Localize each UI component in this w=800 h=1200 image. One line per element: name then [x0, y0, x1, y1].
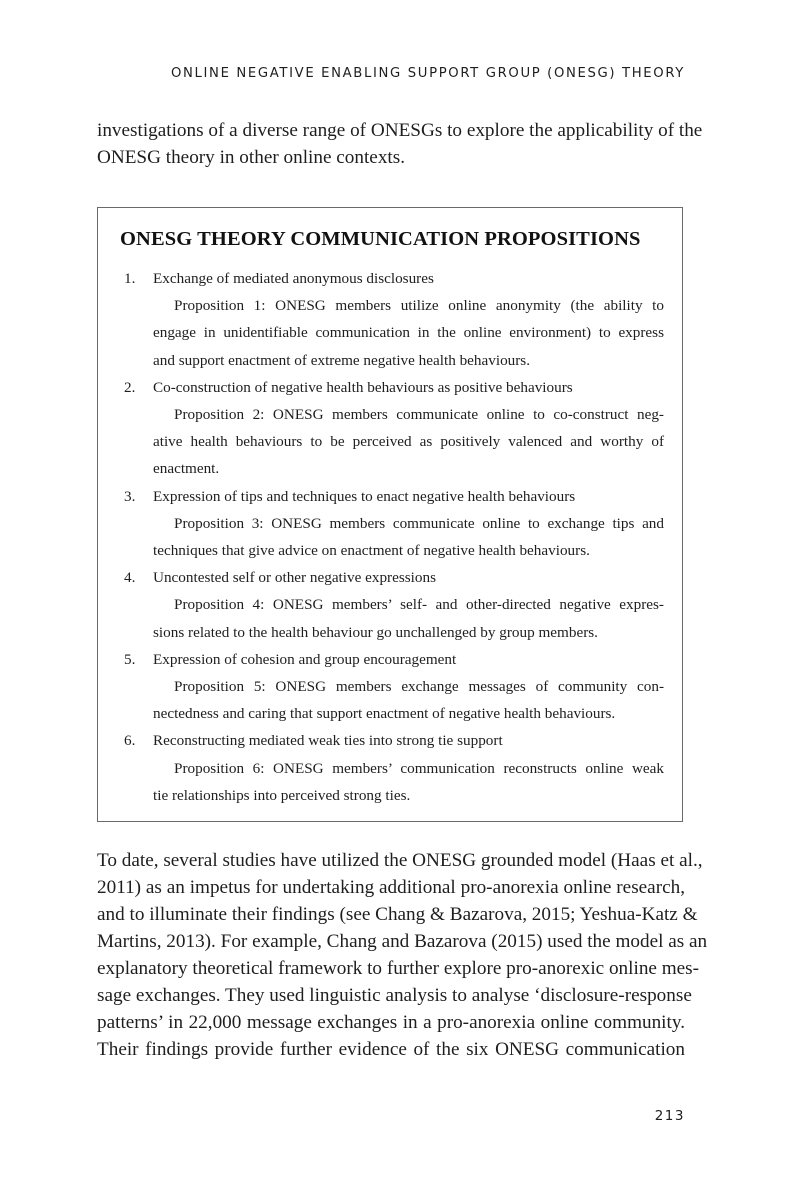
page-number: 213: [654, 1108, 685, 1124]
proposition-item: [124, 483, 664, 565]
text-line: techniques that give advice on enactment of negative health behaviours.: [153, 542, 590, 560]
text-line: Proposition 1: ONESG members utilize online anonymity (the ability to: [174, 297, 664, 315]
proposition-text: [153, 673, 664, 727]
item-heading: Exchange of mediated anonymous disclosures: [153, 270, 434, 287]
text-line: ONESG theory in other online contexts.: [97, 147, 406, 168]
running-head: ONLINE NEGATIVE ENABLING SUPPORT GROUP (ONESG) THEORY: [170, 66, 685, 81]
text-line: Proposition 3: ONESG members communicate online to exchange tips and: [174, 514, 664, 532]
propositions-box: [97, 207, 683, 822]
text-line: Proposition 2: ONESG members communicate online to co-construct neg-: [174, 406, 664, 424]
text-line: sage exchanges. They used linguistic analysis to analyse ‘disclosure-response: [97, 985, 692, 1006]
item-number: 4.: [124, 569, 136, 587]
proposition-text: [153, 755, 664, 809]
text-line: sions related to the health behaviour go unchallenged by group members.: [153, 623, 598, 641]
intro-paragraph: [97, 117, 703, 171]
text-line: Proposition 5: ONESG members exchange messages of community con-: [174, 678, 664, 696]
text-line: and to illuminate their findings (see Chang & Bazarova, 2015; Yeshua-Katz &: [97, 904, 698, 925]
text-line: ative health behaviours to be perceived as positively valenced and worthy of: [153, 433, 664, 451]
item-heading: Co-construction of negative health behaviours as positive behaviours: [153, 378, 573, 396]
text-line: tie relationships into perceived strong ties.: [153, 786, 411, 804]
proposition-text: [153, 401, 664, 483]
proposition-item: [124, 646, 664, 728]
item-heading: Expression of tips and techniques to enact negative health behaviours: [153, 487, 576, 505]
text-line: Proposition 6: ONESG members’ communication reconstructs online weak: [174, 759, 664, 777]
proposition-text: [153, 510, 664, 564]
text-line: investigations of a diverse range of ONESGs to explore the applicability of the: [97, 120, 703, 141]
text-line: 2011) as an impetus for undertaking additional pro-anorexia online research,: [97, 877, 685, 898]
text-line: Their findings provide further evidence of the six ONESG communication: [97, 1039, 685, 1060]
text-line: explanatory theoretical framework to further explore pro-anorexic online mes-: [97, 958, 700, 979]
proposition-text: [153, 292, 664, 374]
text-line: nectedness and caring that support enactment of negative health behaviours.: [153, 705, 616, 723]
item-number: 3.: [124, 487, 136, 505]
proposition-item: [124, 374, 664, 483]
item-number: 5.: [124, 650, 136, 668]
body-paragraph: [97, 847, 708, 1063]
propositions-list: [124, 265, 664, 809]
text-line: To date, several studies have utilized the ONESG grounded model (Haas et al.,: [97, 850, 703, 871]
proposition-text: [153, 591, 664, 645]
text-line: Martins, 2013). For example, Chang and Bazarova (2015) used the model as an: [97, 931, 708, 952]
text-line: Proposition 4: ONESG members’ self- and other-directed negative expres-: [174, 596, 664, 614]
item-heading: Expression of cohesion and group encouragement: [153, 650, 457, 668]
text-line: enactment.: [153, 460, 220, 478]
proposition-item: [124, 265, 664, 374]
proposition-item: [124, 564, 664, 646]
item-heading: Uncontested self or other negative expressions: [153, 569, 436, 587]
proposition-item: [124, 727, 664, 809]
item-number: 6.: [124, 732, 136, 750]
text-line: engage in unidentifiable communication in the online environment) to express: [153, 324, 664, 342]
text-line: and support enactment of extreme negative health behaviours.: [153, 351, 531, 369]
item-heading: Reconstructing mediated weak ties into strong tie support: [153, 732, 503, 750]
text-line: patterns’ in 22,000 message exchanges in a pro-anorexia online community.: [97, 1012, 685, 1033]
item-number: 2.: [124, 378, 136, 396]
item-number: 1.: [124, 270, 136, 287]
box-title: ONESG THEORY COMMUNICATION PROPOSITIONS: [120, 228, 641, 250]
